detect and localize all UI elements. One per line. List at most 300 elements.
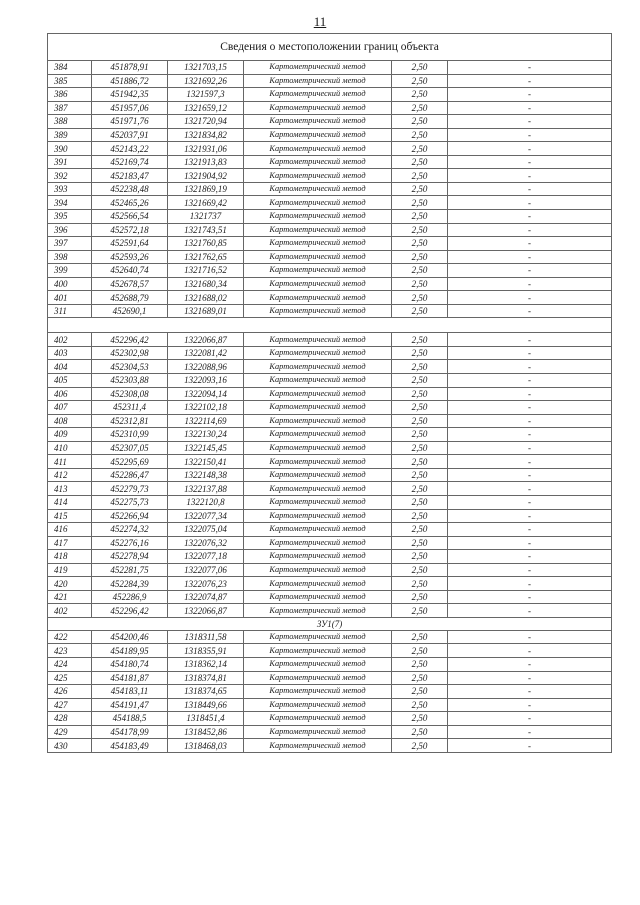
- method-cell: Картометрический метод: [244, 685, 392, 699]
- table-row: [48, 712, 612, 726]
- point-number-cell: 419: [48, 563, 92, 577]
- y-coordinate-cell: 1321743,51: [168, 223, 244, 237]
- point-number-cell: 427: [48, 698, 92, 712]
- x-coordinate-cell: 452279,73: [92, 482, 168, 496]
- point-number-cell: 413: [48, 482, 92, 496]
- description-cell: -: [448, 698, 612, 712]
- y-coordinate-cell: 1321680,34: [168, 277, 244, 291]
- accuracy-cell: 2,50: [392, 657, 448, 671]
- table-row: [48, 509, 612, 523]
- accuracy-cell: 2,50: [392, 223, 448, 237]
- description-cell: -: [448, 223, 612, 237]
- point-number-cell: 396: [48, 223, 92, 237]
- method-cell: Картометрический метод: [244, 333, 392, 347]
- accuracy-cell: 2,50: [392, 291, 448, 305]
- y-coordinate-cell: 1322076,32: [168, 536, 244, 550]
- accuracy-cell: 2,50: [392, 604, 448, 618]
- point-number-cell: 386: [48, 88, 92, 102]
- method-cell: Картометрический метод: [244, 455, 392, 469]
- description-cell: -: [448, 88, 612, 102]
- point-number-cell: 401: [48, 291, 92, 305]
- point-number-cell: 423: [48, 644, 92, 658]
- y-coordinate-cell: 1321869,19: [168, 182, 244, 196]
- description-cell: -: [448, 101, 612, 115]
- description-cell: -: [448, 495, 612, 509]
- method-cell: Картометрический метод: [244, 155, 392, 169]
- point-number-cell: 394: [48, 196, 92, 210]
- x-coordinate-cell: 451957,06: [92, 101, 168, 115]
- separator-row: [48, 318, 612, 333]
- accuracy-cell: 2,50: [392, 142, 448, 156]
- method-cell: Картометрический метод: [244, 495, 392, 509]
- description-cell: -: [448, 725, 612, 739]
- y-coordinate-cell: 1322081,42: [168, 346, 244, 360]
- y-coordinate-cell: 1321703,15: [168, 61, 244, 75]
- accuracy-cell: 2,50: [392, 739, 448, 753]
- description-cell: -: [448, 333, 612, 347]
- x-coordinate-cell: 452295,69: [92, 455, 168, 469]
- x-coordinate-cell: 454183,11: [92, 685, 168, 699]
- point-number-cell: 418: [48, 550, 92, 564]
- point-number-cell: 416: [48, 523, 92, 537]
- y-coordinate-cell: 1321720,94: [168, 115, 244, 129]
- point-number-cell: 426: [48, 685, 92, 699]
- y-coordinate-cell: 1322075,04: [168, 523, 244, 537]
- method-cell: Картометрический метод: [244, 88, 392, 102]
- description-cell: -: [448, 155, 612, 169]
- y-coordinate-cell: 1321737: [168, 210, 244, 224]
- y-coordinate-cell: 1322150,41: [168, 455, 244, 469]
- x-coordinate-cell: 452286,47: [92, 468, 168, 482]
- table-row: [48, 577, 612, 591]
- description-cell: -: [448, 536, 612, 550]
- point-number-cell: 414: [48, 495, 92, 509]
- table-row: [48, 128, 612, 142]
- y-coordinate-cell: 1322077,18: [168, 550, 244, 564]
- point-number-cell: 392: [48, 169, 92, 183]
- point-number-cell: 415: [48, 509, 92, 523]
- point-number-cell: 395: [48, 210, 92, 224]
- x-coordinate-cell: 452312,81: [92, 414, 168, 428]
- method-cell: Картометрический метод: [244, 346, 392, 360]
- x-coordinate-cell: 452238,48: [92, 182, 168, 196]
- accuracy-cell: 2,50: [392, 577, 448, 591]
- table-row: [48, 304, 612, 318]
- x-coordinate-cell: 452286,9: [92, 590, 168, 604]
- method-cell: Картометрический метод: [244, 237, 392, 251]
- method-cell: Картометрический метод: [244, 550, 392, 564]
- method-cell: Картометрический метод: [244, 671, 392, 685]
- x-coordinate-cell: 452303,88: [92, 374, 168, 388]
- method-cell: Картометрический метод: [244, 277, 392, 291]
- point-number-cell: 389: [48, 128, 92, 142]
- y-coordinate-cell: 1321760,85: [168, 237, 244, 251]
- accuracy-cell: 2,50: [392, 304, 448, 318]
- point-number-cell: 403: [48, 346, 92, 360]
- method-cell: Картометрический метод: [244, 304, 392, 318]
- accuracy-cell: 2,50: [392, 725, 448, 739]
- table-row: [48, 237, 612, 251]
- y-coordinate-cell: 1322094,14: [168, 387, 244, 401]
- x-coordinate-cell: 454191,47: [92, 698, 168, 712]
- table-row: [48, 291, 612, 305]
- method-cell: Картометрический метод: [244, 698, 392, 712]
- y-coordinate-cell: 1321692,26: [168, 74, 244, 88]
- accuracy-cell: 2,50: [392, 523, 448, 537]
- description-cell: -: [448, 360, 612, 374]
- table-row: [48, 671, 612, 685]
- accuracy-cell: 2,50: [392, 550, 448, 564]
- table-row: [48, 550, 612, 564]
- point-number-cell: 429: [48, 725, 92, 739]
- x-coordinate-cell: 452310,99: [92, 428, 168, 442]
- x-coordinate-cell: 452302,98: [92, 346, 168, 360]
- description-cell: -: [448, 128, 612, 142]
- method-cell: Картометрический метод: [244, 523, 392, 537]
- description-cell: -: [448, 401, 612, 415]
- accuracy-cell: 2,50: [392, 630, 448, 644]
- description-cell: -: [448, 604, 612, 618]
- point-number-cell: 384: [48, 61, 92, 75]
- x-coordinate-cell: 451942,35: [92, 88, 168, 102]
- method-cell: Картометрический метод: [244, 101, 392, 115]
- accuracy-cell: 2,50: [392, 455, 448, 469]
- description-cell: -: [448, 550, 612, 564]
- method-cell: Картометрический метод: [244, 468, 392, 482]
- description-cell: -: [448, 657, 612, 671]
- table-row: [48, 685, 612, 699]
- y-coordinate-cell: 1322114,69: [168, 414, 244, 428]
- description-cell: -: [448, 291, 612, 305]
- method-cell: Картометрический метод: [244, 74, 392, 88]
- x-coordinate-cell: 452296,42: [92, 604, 168, 618]
- table-row: [48, 725, 612, 739]
- accuracy-cell: 2,50: [392, 374, 448, 388]
- point-number-cell: 391: [48, 155, 92, 169]
- description-cell: -: [448, 374, 612, 388]
- y-coordinate-cell: 1322093,16: [168, 374, 244, 388]
- description-cell: -: [448, 387, 612, 401]
- method-cell: Картометрический метод: [244, 563, 392, 577]
- x-coordinate-cell: 454178,99: [92, 725, 168, 739]
- y-coordinate-cell: 1318374,65: [168, 685, 244, 699]
- method-cell: Картометрический метод: [244, 712, 392, 726]
- point-number-cell: 407: [48, 401, 92, 415]
- x-coordinate-cell: 454200,46: [92, 630, 168, 644]
- x-coordinate-cell: 452281,75: [92, 563, 168, 577]
- point-number-cell: 417: [48, 536, 92, 550]
- table-row: [48, 210, 612, 224]
- point-number-cell: 422: [48, 630, 92, 644]
- table-row: [48, 455, 612, 469]
- description-cell: -: [448, 61, 612, 75]
- accuracy-cell: 2,50: [392, 250, 448, 264]
- method-cell: Картометрический метод: [244, 414, 392, 428]
- accuracy-cell: 2,50: [392, 536, 448, 550]
- accuracy-cell: 2,50: [392, 237, 448, 251]
- point-number-cell: 402: [48, 604, 92, 618]
- point-number-cell: 421: [48, 590, 92, 604]
- y-coordinate-cell: 1322066,87: [168, 333, 244, 347]
- section-label: ЗУ1(7): [48, 617, 612, 630]
- accuracy-cell: 2,50: [392, 360, 448, 374]
- accuracy-cell: 2,50: [392, 277, 448, 291]
- description-cell: -: [448, 414, 612, 428]
- method-cell: Картометрический метод: [244, 401, 392, 415]
- accuracy-cell: 2,50: [392, 482, 448, 496]
- point-number-cell: 412: [48, 468, 92, 482]
- x-coordinate-cell: 452275,73: [92, 495, 168, 509]
- accuracy-cell: 2,50: [392, 88, 448, 102]
- y-coordinate-cell: 1318311,58: [168, 630, 244, 644]
- description-cell: -: [448, 644, 612, 658]
- method-cell: Картометрический метод: [244, 441, 392, 455]
- x-coordinate-cell: 452169,74: [92, 155, 168, 169]
- y-coordinate-cell: 1318468,03: [168, 739, 244, 753]
- method-cell: Картометрический метод: [244, 590, 392, 604]
- x-coordinate-cell: 454189,95: [92, 644, 168, 658]
- point-number-cell: 399: [48, 264, 92, 278]
- description-cell: -: [448, 685, 612, 699]
- method-cell: Картометрический метод: [244, 630, 392, 644]
- table-row: [48, 630, 612, 644]
- description-cell: -: [448, 142, 612, 156]
- table-row: [48, 441, 612, 455]
- description-cell: -: [448, 441, 612, 455]
- x-coordinate-cell: 452593,26: [92, 250, 168, 264]
- x-coordinate-cell: 454188,5: [92, 712, 168, 726]
- method-cell: Картометрический метод: [244, 115, 392, 129]
- method-cell: Картометрический метод: [244, 725, 392, 739]
- table-row: [48, 277, 612, 291]
- x-coordinate-cell: 452143,22: [92, 142, 168, 156]
- method-cell: Картометрический метод: [244, 644, 392, 658]
- x-coordinate-cell: 454181,87: [92, 671, 168, 685]
- table-row: [48, 401, 612, 415]
- method-cell: Картометрический метод: [244, 250, 392, 264]
- method-cell: Картометрический метод: [244, 223, 392, 237]
- y-coordinate-cell: 1318449,66: [168, 698, 244, 712]
- y-coordinate-cell: 1321931,06: [168, 142, 244, 156]
- y-coordinate-cell: 1321834,82: [168, 128, 244, 142]
- method-cell: Картометрический метод: [244, 360, 392, 374]
- x-coordinate-cell: 452308,08: [92, 387, 168, 401]
- table-row: [48, 739, 612, 753]
- point-number-cell: 398: [48, 250, 92, 264]
- x-coordinate-cell: 452278,94: [92, 550, 168, 564]
- table-row: [48, 360, 612, 374]
- table-row: [48, 223, 612, 237]
- table-row: [48, 374, 612, 388]
- table-row: [48, 428, 612, 442]
- table-row: [48, 563, 612, 577]
- table-row: [48, 644, 612, 658]
- y-coordinate-cell: 1321913,83: [168, 155, 244, 169]
- x-coordinate-cell: 452284,39: [92, 577, 168, 591]
- description-cell: -: [448, 739, 612, 753]
- method-cell: Картометрический метод: [244, 739, 392, 753]
- accuracy-cell: 2,50: [392, 115, 448, 129]
- point-number-cell: 420: [48, 577, 92, 591]
- point-number-cell: 402: [48, 333, 92, 347]
- y-coordinate-cell: 1321597,3: [168, 88, 244, 102]
- accuracy-cell: 2,50: [392, 196, 448, 210]
- accuracy-cell: 2,50: [392, 182, 448, 196]
- y-coordinate-cell: 1318355,91: [168, 644, 244, 658]
- accuracy-cell: 2,50: [392, 509, 448, 523]
- description-cell: -: [448, 509, 612, 523]
- table-row: [48, 182, 612, 196]
- method-cell: Картометрический метод: [244, 291, 392, 305]
- y-coordinate-cell: 1322102,18: [168, 401, 244, 415]
- x-coordinate-cell: 452274,32: [92, 523, 168, 537]
- description-cell: -: [448, 346, 612, 360]
- x-coordinate-cell: 452566,54: [92, 210, 168, 224]
- table-row: [48, 604, 612, 618]
- method-cell: Картометрический метод: [244, 657, 392, 671]
- accuracy-cell: 2,50: [392, 428, 448, 442]
- description-cell: -: [448, 455, 612, 469]
- y-coordinate-cell: 1321688,02: [168, 291, 244, 305]
- x-coordinate-cell: 452591,64: [92, 237, 168, 251]
- accuracy-cell: 2,50: [392, 644, 448, 658]
- x-coordinate-cell: 454180,74: [92, 657, 168, 671]
- y-coordinate-cell: 1322076,23: [168, 577, 244, 591]
- x-coordinate-cell: 452276,16: [92, 536, 168, 550]
- y-coordinate-cell: 1318451,4: [168, 712, 244, 726]
- x-coordinate-cell: 452266,94: [92, 509, 168, 523]
- table-row: [48, 142, 612, 156]
- accuracy-cell: 2,50: [392, 401, 448, 415]
- method-cell: Картометрический метод: [244, 61, 392, 75]
- table-row: [48, 88, 612, 102]
- y-coordinate-cell: 1322120,8: [168, 495, 244, 509]
- description-cell: -: [448, 277, 612, 291]
- description-cell: -: [448, 563, 612, 577]
- page-number: 11: [313, 14, 327, 29]
- y-coordinate-cell: 1321762,65: [168, 250, 244, 264]
- y-coordinate-cell: 1322130,24: [168, 428, 244, 442]
- point-number-cell: 385: [48, 74, 92, 88]
- description-cell: -: [448, 482, 612, 496]
- table-row: [48, 169, 612, 183]
- method-cell: Картометрический метод: [244, 374, 392, 388]
- method-cell: Картометрический метод: [244, 182, 392, 196]
- method-cell: Картометрический метод: [244, 387, 392, 401]
- point-number-cell: 390: [48, 142, 92, 156]
- y-coordinate-cell: 1322148,38: [168, 468, 244, 482]
- accuracy-cell: 2,50: [392, 414, 448, 428]
- y-coordinate-cell: 1321904,92: [168, 169, 244, 183]
- method-cell: Картометрический метод: [244, 577, 392, 591]
- description-cell: -: [448, 237, 612, 251]
- table-row: [48, 523, 612, 537]
- point-number-cell: 408: [48, 414, 92, 428]
- description-cell: -: [448, 428, 612, 442]
- description-cell: -: [448, 630, 612, 644]
- method-cell: Картометрический метод: [244, 169, 392, 183]
- method-cell: Картометрический метод: [244, 509, 392, 523]
- x-coordinate-cell: 451886,72: [92, 74, 168, 88]
- accuracy-cell: 2,50: [392, 346, 448, 360]
- y-coordinate-cell: 1322077,34: [168, 509, 244, 523]
- x-coordinate-cell: 452296,42: [92, 333, 168, 347]
- description-cell: -: [448, 196, 612, 210]
- accuracy-cell: 2,50: [392, 685, 448, 699]
- description-cell: -: [448, 169, 612, 183]
- y-coordinate-cell: 1322088,96: [168, 360, 244, 374]
- accuracy-cell: 2,50: [392, 441, 448, 455]
- x-coordinate-cell: 452183,47: [92, 169, 168, 183]
- x-coordinate-cell: 452572,18: [92, 223, 168, 237]
- accuracy-cell: 2,50: [392, 74, 448, 88]
- accuracy-cell: 2,50: [392, 61, 448, 75]
- method-cell: Картометрический метод: [244, 482, 392, 496]
- x-coordinate-cell: 452304,53: [92, 360, 168, 374]
- description-cell: -: [448, 523, 612, 537]
- table-title: Сведения о местоположении границ объекта: [48, 34, 612, 61]
- table-row: [48, 101, 612, 115]
- accuracy-cell: 2,50: [392, 495, 448, 509]
- y-coordinate-cell: 1318452,86: [168, 725, 244, 739]
- point-number-cell: 430: [48, 739, 92, 753]
- point-number-cell: 404: [48, 360, 92, 374]
- y-coordinate-cell: 1322066,87: [168, 604, 244, 618]
- x-coordinate-cell: 452311,4: [92, 401, 168, 415]
- accuracy-cell: 2,50: [392, 563, 448, 577]
- table-row: [48, 536, 612, 550]
- table-row: [48, 250, 612, 264]
- section-header-row: [48, 617, 612, 630]
- accuracy-cell: 2,50: [392, 101, 448, 115]
- accuracy-cell: 2,50: [392, 210, 448, 224]
- description-cell: -: [448, 468, 612, 482]
- description-cell: -: [448, 115, 612, 129]
- accuracy-cell: 2,50: [392, 333, 448, 347]
- description-cell: -: [448, 182, 612, 196]
- table-row: [48, 468, 612, 482]
- description-cell: -: [448, 712, 612, 726]
- y-coordinate-cell: 1321689,01: [168, 304, 244, 318]
- point-number-cell: 405: [48, 374, 92, 388]
- table-row: [48, 414, 612, 428]
- method-cell: Картометрический метод: [244, 210, 392, 224]
- point-number-cell: 424: [48, 657, 92, 671]
- separator-cell: [48, 318, 612, 333]
- accuracy-cell: 2,50: [392, 169, 448, 183]
- table-row: [48, 333, 612, 347]
- accuracy-cell: 2,50: [392, 387, 448, 401]
- point-number-cell: 425: [48, 671, 92, 685]
- point-number-cell: 393: [48, 182, 92, 196]
- accuracy-cell: 2,50: [392, 264, 448, 278]
- table-row: [48, 264, 612, 278]
- point-number-cell: 387: [48, 101, 92, 115]
- y-coordinate-cell: 1322145,45: [168, 441, 244, 455]
- y-coordinate-cell: 1318374,81: [168, 671, 244, 685]
- point-number-cell: 406: [48, 387, 92, 401]
- point-number-cell: 400: [48, 277, 92, 291]
- description-cell: -: [448, 671, 612, 685]
- table-row: [48, 657, 612, 671]
- accuracy-cell: 2,50: [392, 671, 448, 685]
- method-cell: Картометрический метод: [244, 536, 392, 550]
- description-cell: -: [448, 590, 612, 604]
- description-cell: -: [448, 304, 612, 318]
- x-coordinate-cell: 452037,91: [92, 128, 168, 142]
- table-row: [48, 196, 612, 210]
- method-cell: Картометрический метод: [244, 428, 392, 442]
